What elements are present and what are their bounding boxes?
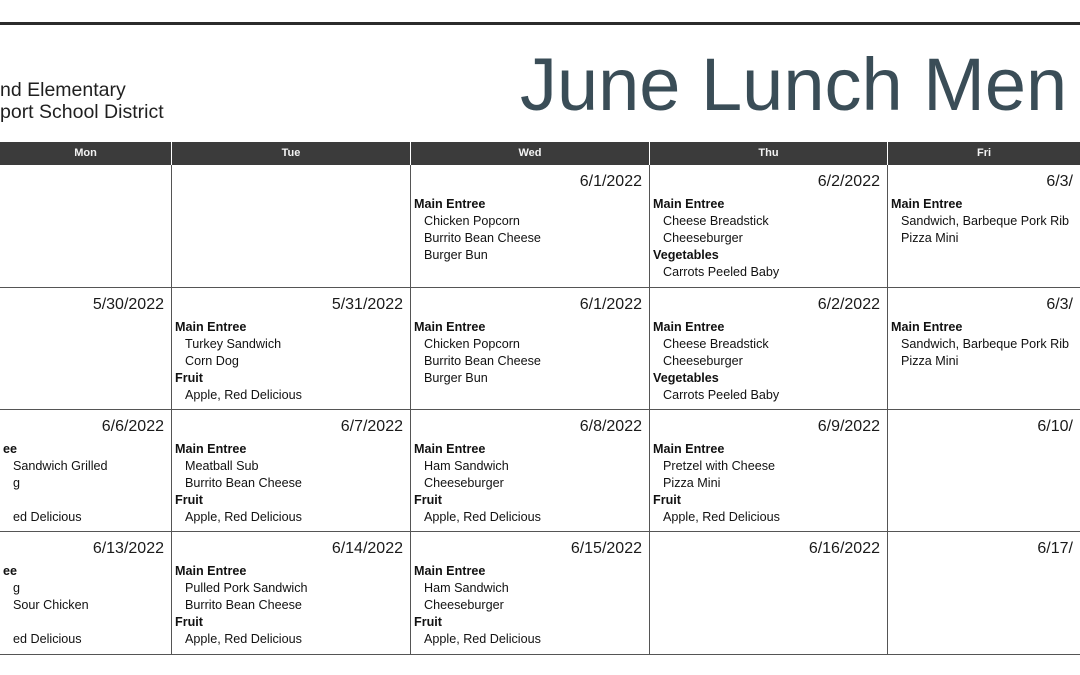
day-date: 6/1/2022: [579, 296, 642, 313]
day-header-fri: Fri: [888, 142, 1080, 165]
menu-item: Sandwich, Barbeque Pork Rib: [901, 337, 1070, 351]
menu-category: Main Entree: [653, 197, 725, 211]
menu-item: Ham Sandwich: [424, 459, 509, 473]
menu-items: [175, 319, 302, 404]
menu-item: Sour Chicken: [13, 598, 89, 612]
menu-item: Carrots Peeled Baby: [663, 388, 780, 402]
menu-item: Meatball Sub: [185, 459, 259, 473]
day-date: 6/15/2022: [570, 540, 642, 557]
day-date: 6/2/2022: [817, 173, 880, 190]
menu-items: [175, 563, 308, 648]
menu-category: Vegetables: [653, 371, 719, 385]
day-date: 6/3/: [1046, 296, 1073, 313]
menu-category: Main Entree: [414, 320, 486, 334]
menu-item: Burrito Bean Cheese: [185, 598, 302, 612]
menu-item: Pizza Mini: [663, 476, 721, 490]
menu-category: Fruit: [175, 371, 203, 385]
day-cell: [650, 410, 888, 532]
menu-category: ee: [3, 564, 18, 578]
menu-item: Pulled Pork Sandwich: [185, 581, 308, 595]
menu-item: Ham Sandwich: [424, 581, 509, 595]
menu-items: [3, 441, 108, 526]
day-cell: [888, 410, 1080, 532]
menu-category: Main Entree: [891, 197, 963, 211]
menu-items: [891, 319, 1069, 370]
menu-category: ee: [3, 442, 18, 456]
menu-item: ed Delicious: [13, 632, 82, 646]
menu-item: Apple, Red Delicious: [185, 388, 302, 402]
menu-item: Apple, Red Delicious: [663, 510, 780, 524]
day-date: 6/10/: [1037, 418, 1073, 435]
menu-category: Fruit: [175, 615, 203, 629]
menu-category: Main Entree: [175, 442, 247, 456]
day-date: 6/3/: [1046, 173, 1073, 190]
day-cell: [411, 165, 650, 288]
menu-category: Fruit: [653, 493, 681, 507]
menu-item: Apple, Red Delicious: [424, 632, 541, 646]
menu-items: [653, 441, 780, 526]
menu-category: Main Entree: [414, 564, 486, 578]
day-date: 6/9/2022: [817, 418, 880, 435]
menu-category: Vegetables: [653, 248, 719, 262]
day-cell: [172, 410, 411, 532]
day-cell: [411, 288, 650, 410]
menu-item: Burrito Bean Cheese: [424, 231, 541, 245]
day-cell: [172, 165, 411, 288]
menu-item: Burger Bun: [424, 371, 488, 385]
day-date: 6/7/2022: [340, 418, 403, 435]
day-cell: [172, 288, 411, 410]
menu-category: Main Entree: [414, 197, 486, 211]
menu-item: Sandwich, Barbeque Pork Rib: [901, 214, 1070, 228]
day-header-wed: Wed: [411, 142, 649, 165]
day-date: 6/17/: [1037, 540, 1073, 557]
menu-item: Cheese Breadstick: [663, 214, 769, 228]
school-name-line1: nd Elementary: [0, 79, 126, 101]
day-header-tue: Tue: [172, 142, 410, 165]
menu-item: Cheeseburger: [424, 476, 504, 490]
menu-item: Apple, Red Delicious: [185, 510, 302, 524]
menu-item: Cheeseburger: [424, 598, 504, 612]
menu-item: Burrito Bean Cheese: [424, 354, 541, 368]
menu-category: Main Entree: [891, 320, 963, 334]
menu-category: Main Entree: [175, 320, 247, 334]
day-date: 6/16/2022: [808, 540, 880, 557]
menu-items: [653, 196, 779, 281]
menu-category: Main Entree: [653, 442, 725, 456]
menu-item: Chicken Popcorn: [424, 337, 520, 351]
menu-item: ed Delicious: [13, 510, 82, 524]
menu-items: [414, 196, 541, 264]
day-cell: [888, 532, 1080, 655]
day-date: 5/31/2022: [331, 296, 403, 313]
school-name: [0, 79, 164, 123]
menu-item: Chicken Popcorn: [424, 214, 520, 228]
menu-item: g: [13, 581, 21, 595]
menu-item: Turkey Sandwich: [185, 337, 282, 351]
top-rule: [0, 22, 1080, 25]
day-cell: [888, 165, 1080, 288]
menu-items: [175, 441, 302, 526]
menu-category: [3, 492, 108, 509]
day-cell: [650, 165, 888, 288]
day-cell: [0, 165, 172, 288]
day-cell: [172, 532, 411, 655]
menu-category: Main Entree: [653, 320, 725, 334]
day-date: 6/2/2022: [817, 296, 880, 313]
day-header-thu: Thu: [650, 142, 887, 165]
menu-item: Burger Bun: [424, 248, 488, 262]
page-title: June Lunch Men: [520, 43, 1068, 126]
menu-item: Pizza Mini: [901, 231, 959, 245]
menu-items: [653, 319, 779, 404]
day-cell: [411, 532, 650, 655]
day-date: 6/8/2022: [579, 418, 642, 435]
menu-item: Carrots Peeled Baby: [663, 265, 780, 279]
day-cell: [888, 288, 1080, 410]
menu-item: Apple, Red Delicious: [424, 510, 541, 524]
menu-items: [891, 196, 1069, 247]
menu-item: Cheeseburger: [663, 354, 743, 368]
menu-category: Fruit: [414, 493, 442, 507]
day-cell: [0, 410, 172, 532]
menu-items: [414, 319, 541, 387]
day-cell: [650, 532, 888, 655]
menu-items: [414, 563, 541, 648]
day-date: 6/13/2022: [92, 540, 164, 557]
menu-category: Main Entree: [414, 442, 486, 456]
day-date: 6/14/2022: [331, 540, 403, 557]
day-cell: [0, 288, 172, 410]
day-date: 6/1/2022: [579, 173, 642, 190]
day-cell: [0, 532, 172, 655]
day-cell: [411, 410, 650, 532]
menu-category: Fruit: [414, 615, 442, 629]
menu-item: Pizza Mini: [901, 354, 959, 368]
menu-item: Burrito Bean Cheese: [185, 476, 302, 490]
menu-category: [3, 614, 89, 631]
menu-item: Pretzel with Cheese: [663, 459, 775, 473]
menu-items: [3, 563, 89, 648]
menu-item: Sandwich Grilled: [13, 459, 108, 473]
menu-item: g: [13, 476, 21, 490]
day-date: 5/30/2022: [92, 296, 164, 313]
menu-items: [414, 441, 541, 526]
school-name-line2: port School District: [0, 101, 164, 123]
day-cell: [650, 288, 888, 410]
menu-category: Fruit: [175, 493, 203, 507]
menu-item: Corn Dog: [185, 354, 239, 368]
menu-item: Cheese Breadstick: [663, 337, 769, 351]
day-header-mon: Mon: [0, 142, 171, 165]
menu-item: Cheeseburger: [663, 231, 743, 245]
menu-item: Apple, Red Delicious: [185, 632, 302, 646]
day-date: 6/6/2022: [101, 418, 164, 435]
menu-category: Main Entree: [175, 564, 247, 578]
